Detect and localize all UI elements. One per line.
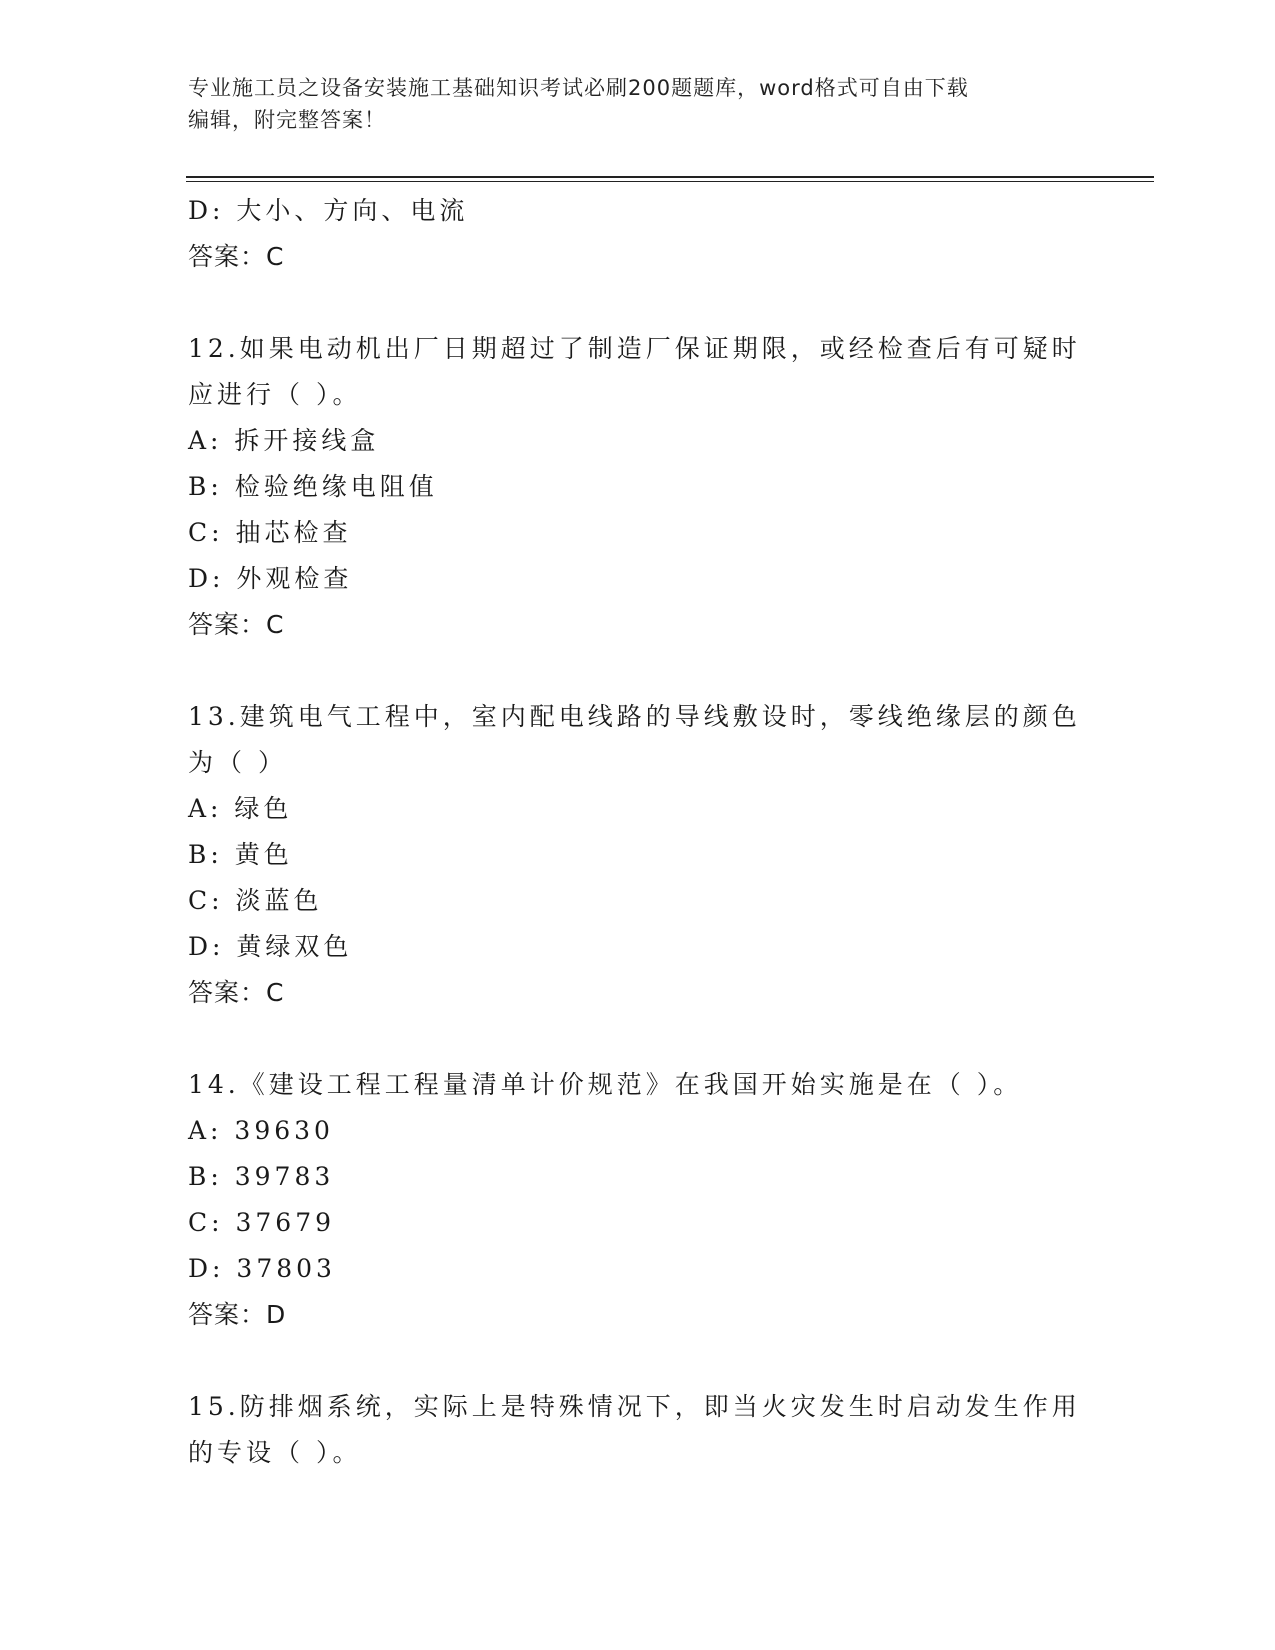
option-d: D: 37803	[188, 1254, 336, 1283]
spacer	[188, 648, 1088, 694]
option-b: B: 39783	[188, 1162, 335, 1191]
question-11-tail	[188, 188, 1088, 280]
header-divider-thin	[186, 181, 1154, 182]
spacer	[188, 1338, 1088, 1384]
question-text-line-2: 的专设（ ）。	[188, 1438, 362, 1467]
option-d: D: 黄绿双色	[188, 932, 353, 961]
question-14	[188, 1062, 1088, 1338]
question-text-line-2: 应进行（ ）。	[188, 380, 362, 409]
document-header	[188, 72, 1068, 136]
answer: 答案：C	[188, 610, 285, 639]
header-divider-thick	[186, 176, 1154, 178]
question-text-line-1: 13.建筑电气工程中，室内配电线路的导线敷设时，零线绝缘层的颜色	[188, 702, 1081, 731]
option-a: A: 39630	[188, 1116, 334, 1145]
option-d: D: 大小、方向、电流	[188, 196, 469, 225]
option-d: D: 外观检查	[188, 564, 353, 593]
question-text-line-1: 14.《建设工程工程量清单计价规范》在我国开始实施是在（ ）。	[188, 1070, 1023, 1099]
option-c: C: 淡蓝色	[188, 886, 323, 915]
option-b: B: 黄色	[188, 840, 293, 869]
question-list	[188, 188, 1088, 1476]
question-15	[188, 1384, 1088, 1476]
spacer	[188, 1016, 1088, 1062]
option-c: C: 37679	[188, 1208, 336, 1237]
option-a: A: 绿色	[188, 794, 293, 823]
header-title-line-2: 编辑，附完整答案！	[188, 108, 386, 132]
answer: 答案：D	[188, 1300, 287, 1329]
option-a: A: 拆开接线盒	[188, 426, 380, 455]
option-c: C: 抽芯检查	[188, 518, 352, 547]
spacer	[188, 280, 1088, 326]
answer: 答案：C	[188, 978, 285, 1007]
option-b: B: 检验绝缘电阻值	[188, 472, 438, 501]
question-text-line-1: 12.如果电动机出厂日期超过了制造厂保证期限，或经检查后有可疑时	[188, 334, 1081, 363]
question-12	[188, 326, 1088, 648]
question-13	[188, 694, 1088, 1016]
header-title-line-1: 专业施工员之设备安装施工基础知识考试必刷200题题库，word格式可自由下载	[188, 76, 969, 100]
answer: 答案：C	[188, 242, 285, 271]
question-text-line-2: 为（ ）	[188, 748, 287, 777]
question-text-line-1: 15.防排烟系统，实际上是特殊情况下，即当火灾发生时启动发生作用	[188, 1392, 1081, 1421]
